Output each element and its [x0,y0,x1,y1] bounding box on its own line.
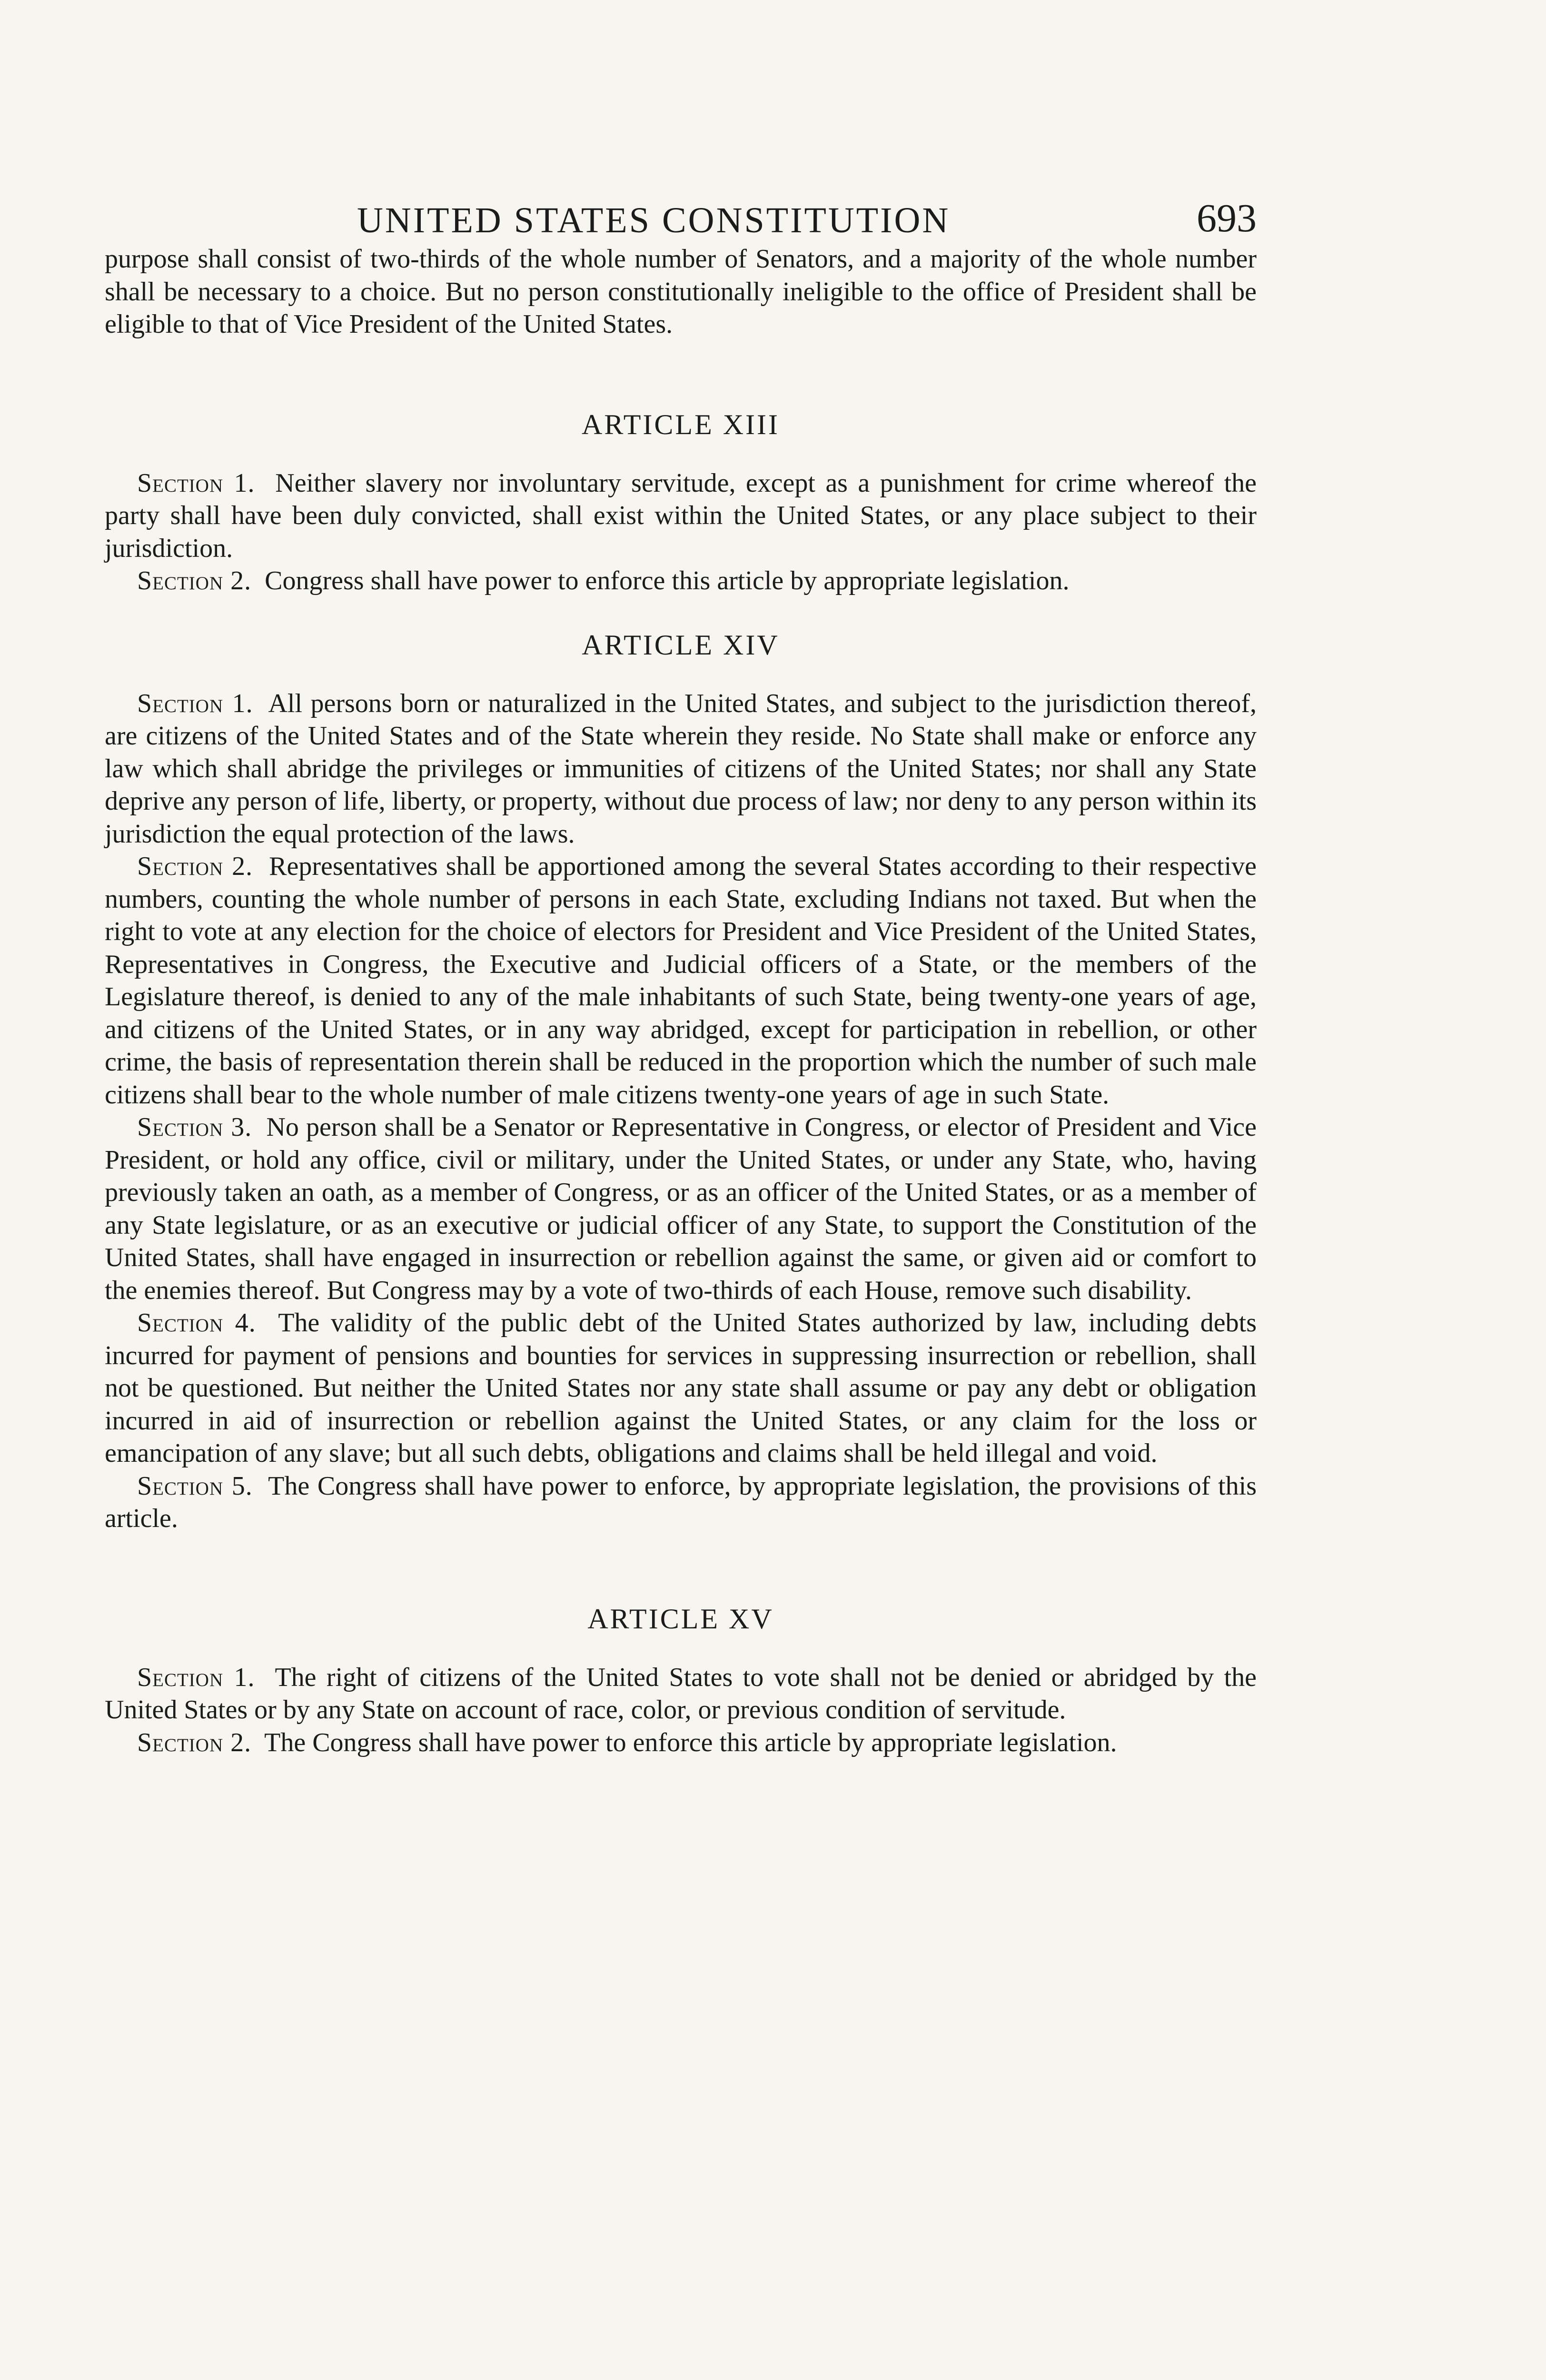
document-page [105,190,1257,1759]
section-label: Section 4. [137,1308,256,1338]
article-14-section-2 [105,850,1257,1111]
section-label: Section 2. [137,1727,252,1757]
article-13-section-2 [105,565,1257,597]
section-label: Section 1. [137,468,255,498]
section-label: Section 3. [137,1112,252,1142]
section-label: Section 5. [137,1471,253,1501]
article-14-section-4 [105,1307,1257,1470]
article-14-section-5 [105,1470,1257,1535]
article-15-section-2 [105,1726,1257,1759]
running-header [105,190,1257,243]
section-text: Representatives shall be apportioned among the several States according to their respective numbers, counting the whole number of persons in each State, excluding Indians not taxed. But when the right to vote at any election for the choice of electors for President and Vice President of the United States, Representatives in Congress, the Executive and Judicial officers of a State, or the members of the Legislature thereof, is denied to any of the male inhabitants of such State, being twenty-one years of age, and citizens of the United States, or in any way abridged, except for participation in rebellion, or other crime, the basis of representation therein shall be reduced in the proportion which the number of such male citizens shall bear to the whole number of male citizens twenty-one years of age in such State. [105,852,1257,1110]
page-title: UNITED STATES CONSTITUTION [357,200,951,240]
continued-paragraph: purpose shall consist of two-thirds of the whole number of Senators, and a majority of the whole number shall be necessary to a choice. But no person constitutionally ineligible to the office of President shall be eligible to that of Vice President of the United States. [105,244,1257,339]
article-15-section-1 [105,1661,1257,1726]
section-text: Congress shall have power to enforce this article by appropriate legislation. [265,566,1070,595]
section-text: The Congress shall have power to enforce this article by appropriate legislation. [264,1727,1117,1757]
article-14-section-1 [105,687,1257,851]
article-13-heading: ARTICLE XIII [582,408,780,440]
section-label: Section 1. [137,1662,255,1692]
section-text: No person shall be a Senator or Representative in Congress, or elector of President and Vice President, or hold any office, civil or military, under the United States, or under any State, who, having previously taken an oath, as a member of Congress, or as an officer of the United States, or as a member of any State legislature, or as an executive or judicial officer of any State, to support the Constitution of the United States, shall have engaged in insurrection or rebellion against the same, or given aid or comfort to the enemies thereof. But Congress may by a vote of two-thirds of each House, remove such disability. [105,1112,1257,1305]
section-text: The right of citizens of the United States to vote shall not be denied or abridged by the United States or by any State on account of race, color, or previous condition of servitude. [105,1662,1257,1725]
section-label: Section 2. [137,852,253,881]
section-text: The validity of the public debt of the United States authorized by law, including debts incurred for payment of pensions and bounties for services in suppressing insurrection or rebellion, shall not be questioned. But neither the United States nor any state shall assume or pay any debt or obligation incurred in aid of insurrection or rebellion against the United States, or any claim for the loss or emancipation of any slave; but all such debts, obligations and claims shall be held illegal and void. [105,1308,1257,1468]
section-label: Section 1. [137,688,253,718]
page-number: 693 [1197,196,1257,240]
section-label: Section 2. [137,566,252,595]
article-13-section-1 [105,467,1257,565]
article-15-heading: ARTICLE XV [587,1603,774,1635]
section-text: All persons born or naturalized in the United States, and subject to the jurisdiction thereof, are citizens of the United States and of the State wherein they reside. No State shall make or enforce any law which shall abridge the privileges or immunities of citizens of the United States; nor shall any State deprive any person of life, liberty, or property, without due process of law; nor deny to any person within its jurisdiction the equal protection of the laws. [105,688,1257,849]
article-14-heading: ARTICLE XIV [582,629,780,661]
section-text: The Congress shall have power to enforce, by appropriate legislation, the provisions of this article. [105,1471,1257,1533]
article-14-section-3 [105,1111,1257,1307]
section-text: Neither slavery nor involuntary servitude, except as a punishment for crime whereof the party shall have been duly convicted, shall exist within the United States, or any place subject to their jurisdiction. [105,468,1257,563]
